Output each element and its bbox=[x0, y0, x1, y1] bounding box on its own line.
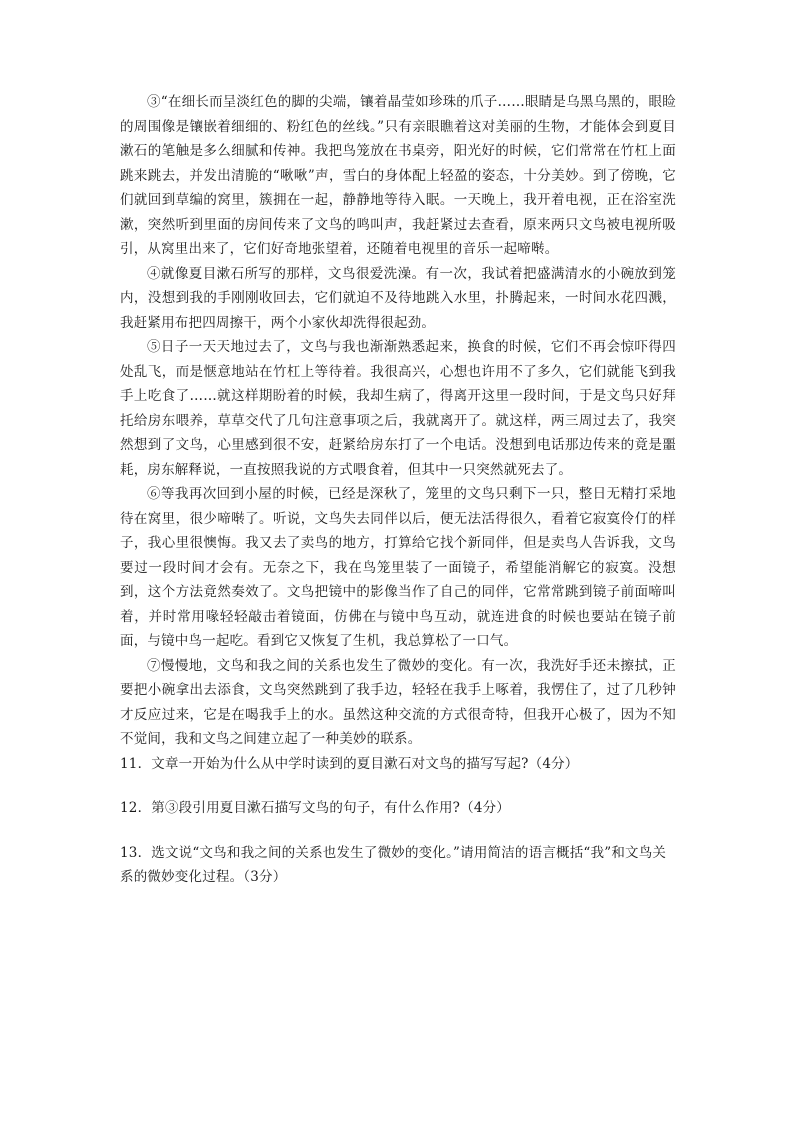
paragraph-6: ⑥等我再次回到小屋的时候，已经是深秋了，笼里的文鸟只剩下一只，整日无精打采地待在窝里，很少啼啭了。听说，文鸟失去同伴以后，便无法活得很久，看着它寂寞伶仃的样子，我心里很懊悔。我又去了卖鸟的地方，打算给它找个新同伴，但是卖鸟人告诉我，文鸟要过一段时间才会有。无奈之下，我在鸟笼里装了一面镜子，希望能消解它的寂寞。没想到，这个方法竟然奏效了。文鸟把镜中的影像当作了自己的同伴，它常常跳到镜子前面啼叫着，并时常用喙轻轻敲击着镜面，仿佛在与镜中鸟互动，就连进食的时候也要站在镜子前面，与镜中鸟一起吃。看到它又恢复了生机，我总算松了一口气。 bbox=[120, 486, 676, 649]
paragraph-4: ④就像夏目漱石所写的那样，文鸟很爱洗澡。有一次，我试着把盛满清水的小碗放到笼内，没想到我的手刚刚收回去，它们就迫不及待地跳入水里，扑腾起来，一时间水花四溅，我赶紧用布把四周擦干，两个小家伙却洗得很起劲。 bbox=[120, 265, 676, 331]
article-body bbox=[120, 90, 676, 890]
paragraph-5: ⑤日子一天天地过去了，文鸟与我也渐渐熟悉起来，换食的时候，它们不再会惊吓得四处乱飞，而是惬意地站在竹杠上等待着。我很高兴，心想也许用不了多久，它们就能飞到我手上吃食了……就这样期盼着的时候，我却生病了，得离开这里一段时间，于是文鸟只好拜托给房东喂养，草草交代了几句注意事项之后，我就离开了。就这样，两三周过去了，我突然想到了文鸟，心里感到很不安，赶紧给房东打了一个电话。没想到电话那边传来的竟是噩耗，房东解释说，一直按照我说的方式喂食着，但其中一只突然就死去了。 bbox=[120, 339, 676, 478]
question-13: 13．选文说“文鸟和我之间的关系也发生了微妙的变化。”请用简洁的语言概括“我”和文鸟关系的微妙变化过程。（3分） bbox=[120, 844, 667, 885]
paragraph-3: ③“在细长而呈淡红色的脚的尖端，镶着晶莹如珍珠的爪子……眼睛是乌黑乌黑的，眼睑的周围像是镶嵌着细细的、粉红色的丝线。”只有亲眼瞧着这对美丽的生物，才能体会到夏目漱石的笔触是多么细腻和传神。我把鸟笼放在书桌旁，阳光好的时候，它们常常在竹杠上面跳来跳去，并发出清脆的“啾啾”声，雪白的身体配上轻盈的姿态，十分美妙。到了傍晚，它们就回到草编的窝里，簇拥在一起，静静地等待入眠。一天晚上，我开着电视，正在浴室洗漱，突然听到里面的房间传来了文鸟的鸣叫声，我赶紧过去查看，原来两只文鸟被电视所吸引，从窝里出来了，它们好奇地张望着，还随着电视里的音乐一起啼啭。 bbox=[120, 94, 676, 257]
question-12: 12．第③段引用夏目漱石描写文鸟的句子，有什么作用?（4分） bbox=[120, 800, 511, 816]
paragraph-7: ⑦慢慢地，文鸟和我之间的关系也发生了微妙的变化。有一次，我洗好手还未擦拭，正要把小碗拿出去添食，文鸟突然跳到了我手边，轻轻在我手上啄着，我愣住了，过了几秒钟才反应过来，它是在喝我手上的水。虽然这种交流的方式很奇特，但我开心极了，因为不知不觉间，我和文鸟之间建立起了一种美妙的联系。 bbox=[120, 657, 676, 747]
question-11: 11．文章一开始为什么从中学时读到的夏目漱石对文鸟的描写写起?（4分） bbox=[120, 755, 579, 772]
